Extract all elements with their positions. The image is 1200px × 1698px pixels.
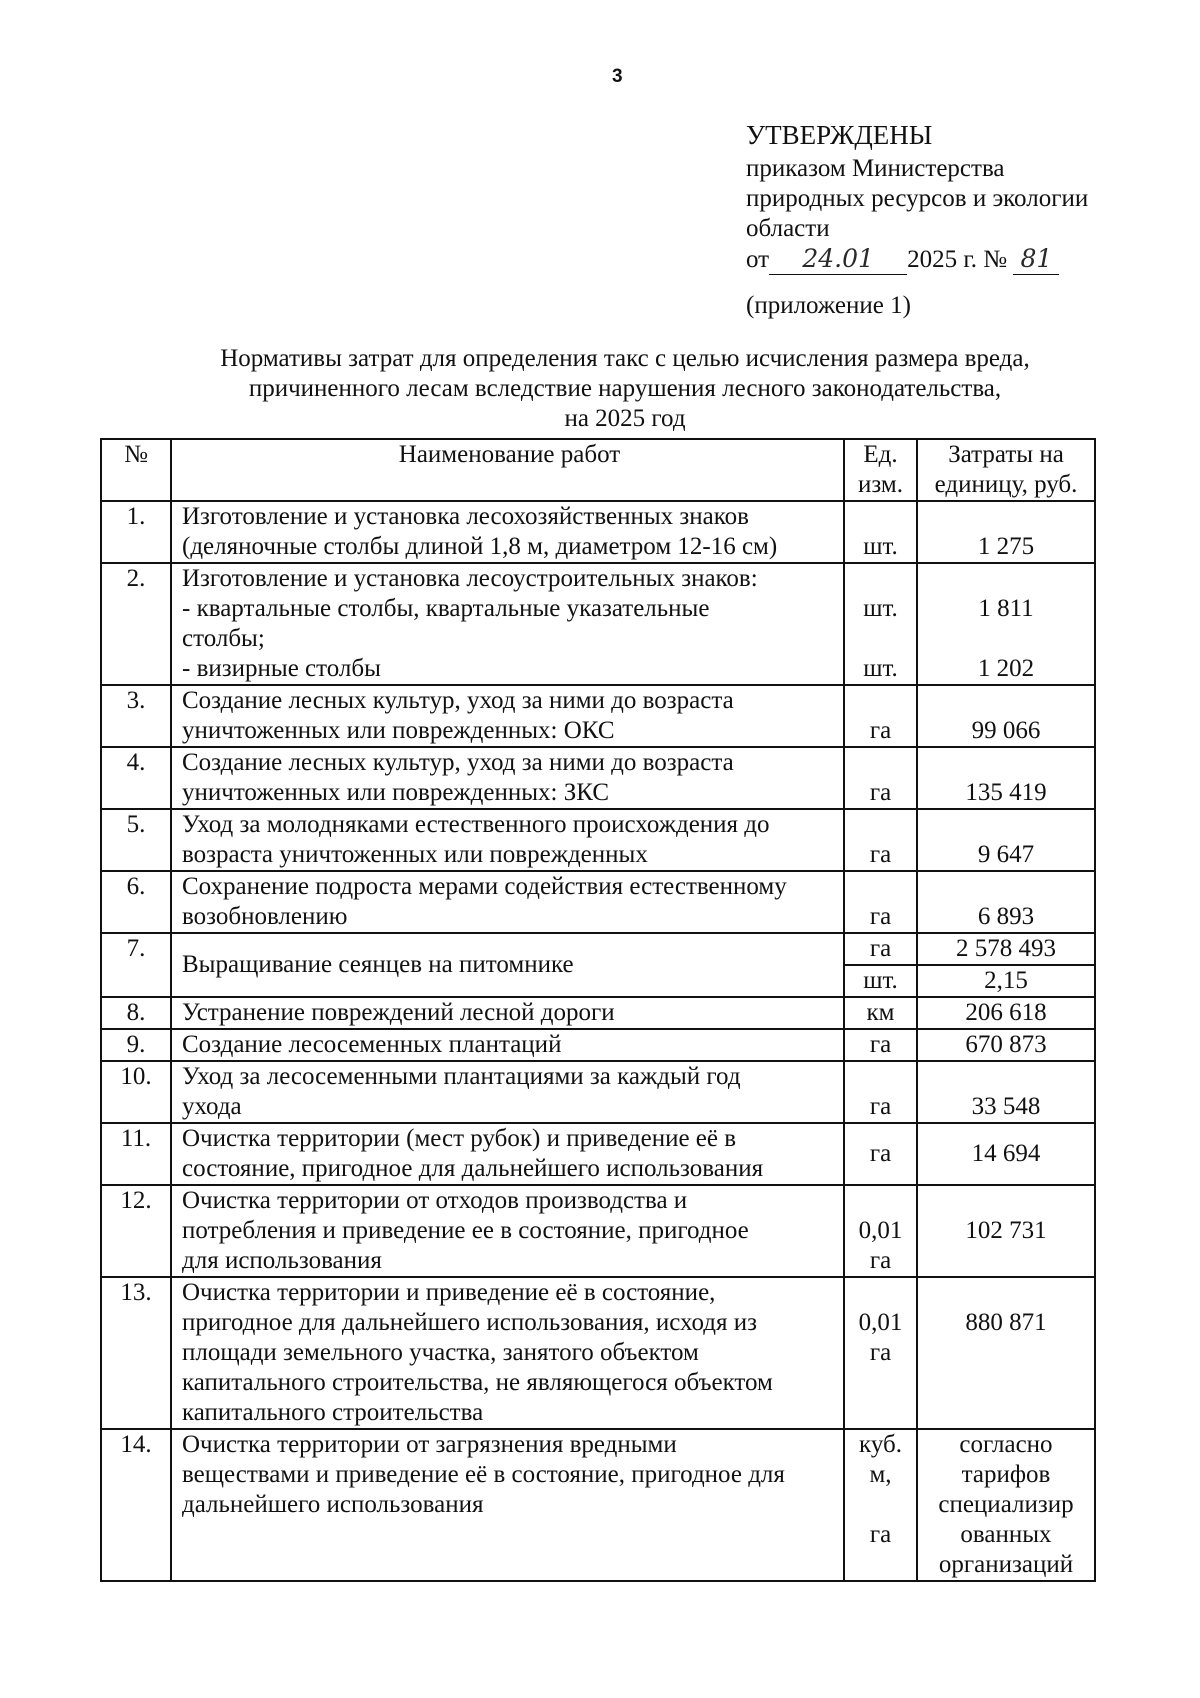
row-cost: 670 873 (917, 1029, 1095, 1061)
table-row (101, 1029, 1095, 1061)
row-cost: 9 647 (917, 809, 1095, 871)
row-unit (844, 1185, 917, 1277)
title-line: причиненного лесам вследствие нарушения лесного законодательства, (248, 375, 1002, 402)
row-unit: га (844, 809, 917, 871)
row-cost-line: 102 731 (965, 1217, 1047, 1244)
row-unit-line: га (869, 1521, 892, 1548)
row-cost-line: тарифов (961, 1461, 1051, 1488)
row-unit-line: га (869, 1247, 892, 1274)
header-unit (844, 439, 917, 501)
appendix-label: (приложение 1) (746, 292, 911, 319)
row-cost-line: ованных (960, 1521, 1052, 1548)
row-unit: га (844, 871, 917, 933)
row-unit: шт. (844, 965, 917, 997)
row-name (171, 1185, 844, 1277)
row-name-line: состояние, пригодное для дальнейшего использования (182, 1155, 764, 1182)
row-name (171, 1277, 844, 1429)
norms-table (100, 438, 1096, 1582)
row-name-line: для использования (182, 1247, 382, 1274)
row-name-line: Изготовление и установка лесохозяйственных знаков (182, 503, 749, 530)
row-name (171, 747, 844, 809)
row-num: 13. (101, 1277, 171, 1429)
table-row (101, 933, 1095, 965)
row-name-line: Уход за лесосеменными плантациями за каждый год (182, 1063, 741, 1090)
row-unit-line: га (869, 1339, 892, 1366)
row-name (171, 1061, 844, 1123)
row-name-line: - квартальные столбы, квартальные указательные (182, 595, 710, 622)
row-num: 5. (101, 809, 171, 871)
header-cost-line: Затраты на (948, 441, 1064, 468)
table-row (101, 747, 1095, 809)
row-name (171, 563, 844, 685)
row-unit (844, 1429, 917, 1581)
row-name-line: Создание лесных культур, уход за ними до возраста (182, 687, 734, 714)
row-name-line: Изготовление и установка лесоустроительных знаков: (182, 565, 758, 592)
table-row (101, 501, 1095, 563)
row-unit: га (844, 1123, 917, 1185)
row-cost: 14 694 (917, 1123, 1095, 1185)
row-num: 4. (101, 747, 171, 809)
row-name (171, 809, 844, 871)
header-cost-line: единицу, руб. (934, 471, 1078, 498)
row-cost: 206 618 (917, 997, 1095, 1029)
row-name-line: уничтоженных или поврежденных: ЗКС (182, 779, 610, 806)
header-cost (917, 439, 1095, 501)
row-unit: га (844, 1061, 917, 1123)
row-name-line: возраста уничтоженных или поврежденных (182, 841, 648, 868)
row-name-line: площади земельного участка, занятого объектом (182, 1339, 699, 1366)
header-num: № (101, 439, 171, 501)
row-name-line: Уход за молодняками естественного происхождения до (182, 811, 770, 838)
row-name-line: капитального строительства, не являющегося объектом (182, 1369, 773, 1396)
row-num: 14. (101, 1429, 171, 1581)
row-name (171, 871, 844, 933)
row-unit: га (844, 933, 917, 965)
row-name-line: уничтоженных или поврежденных: ОКС (182, 717, 615, 744)
row-unit-line: м, (869, 1461, 892, 1488)
row-num: 8. (101, 997, 171, 1029)
row-name-line: столбы; (182, 625, 265, 652)
table-row (101, 563, 1095, 685)
row-name-line: - визирные столбы (182, 655, 381, 682)
row-cost: 1 275 (917, 501, 1095, 563)
row-name: Создание лесосеменных плантаций (171, 1029, 844, 1061)
row-name-line: Очистка территории (мест рубок) и приведение её в (182, 1125, 737, 1152)
row-cost-line: 1 811 (978, 595, 1034, 622)
row-cost: 2 578 493 (917, 933, 1095, 965)
row-cost (917, 1185, 1095, 1277)
row-cost: 99 066 (917, 685, 1095, 747)
row-unit: шт. (844, 501, 917, 563)
row-num: 12. (101, 1185, 171, 1277)
row-num: 6. (101, 871, 171, 933)
row-name-line: Очистка территории и приведение её в состояние, (182, 1279, 716, 1306)
row-unit: км (844, 997, 917, 1029)
row-num: 2. (101, 563, 171, 685)
row-name-line: капитального строительства (182, 1399, 484, 1426)
row-cost: 33 548 (917, 1061, 1095, 1123)
row-cost-line: специализир (938, 1491, 1074, 1518)
row-num: 7. (101, 933, 171, 997)
approval-line: области (746, 215, 830, 242)
table-row (101, 685, 1095, 747)
row-unit (844, 563, 917, 685)
table-row (101, 1123, 1095, 1185)
row-cost-line: 1 202 (977, 655, 1035, 682)
table-row (101, 809, 1095, 871)
row-name-line: веществами и приведение её в состояние, пригодное для (182, 1461, 785, 1488)
header-unit-line: изм. (858, 471, 903, 498)
table-row (101, 1429, 1095, 1581)
header-name: Наименование работ (171, 439, 844, 501)
row-num: 9. (101, 1029, 171, 1061)
row-cost: 2,15 (917, 965, 1095, 997)
table-row (101, 997, 1095, 1029)
table-row (101, 1185, 1095, 1277)
row-name-line: Очистка территории от загрязнения вредными (182, 1431, 677, 1458)
row-name-line: потребления и приведение ее в состояние, пригодное (182, 1217, 749, 1244)
row-name-line: ухода (182, 1093, 242, 1120)
row-name: Устранение повреждений лесной дороги (171, 997, 844, 1029)
row-name: Выращивание сеянцев на питомнике (171, 933, 844, 997)
date-prefix: от (746, 246, 770, 273)
row-unit: га (844, 747, 917, 809)
row-unit-line: 0,01 (858, 1309, 903, 1336)
row-num: 3. (101, 685, 171, 747)
row-unit-line: 0,01 (858, 1217, 903, 1244)
row-cost-line: 880 871 (965, 1309, 1047, 1336)
row-unit: га (844, 1029, 917, 1061)
row-unit: га (844, 685, 917, 747)
approval-stamp (746, 118, 1166, 275)
row-name-line: (деляночные столбы длиной 1,8 м, диаметром 12-16 см) (182, 533, 778, 560)
row-cost (917, 1429, 1095, 1581)
row-num: 11. (101, 1123, 171, 1185)
row-unit (844, 1277, 917, 1429)
table-row (101, 871, 1095, 933)
page-number: 3 (612, 66, 623, 87)
row-cost (917, 1277, 1095, 1429)
table-row (101, 1277, 1095, 1429)
row-name (171, 1123, 844, 1185)
row-unit-line: шт. (863, 595, 898, 622)
header-unit-line: Ед. (863, 441, 898, 468)
document-title (120, 344, 1130, 434)
handwritten-date: 24.01 (769, 244, 907, 275)
row-name-line: возобновлению (182, 903, 348, 930)
row-cost-line: организаций (938, 1551, 1074, 1578)
table-row (101, 1061, 1095, 1123)
table-header-row (101, 439, 1095, 501)
row-cost: 6 893 (917, 871, 1095, 933)
row-name-line: Очистка территории от отходов производства и (182, 1187, 688, 1214)
row-name-line: Создание лесных культур, уход за ними до возраста (182, 749, 734, 776)
row-name-line: Сохранение подроста мерами содействия естественному (182, 873, 787, 900)
order-line (746, 244, 1166, 275)
row-name (171, 501, 844, 563)
order-year: 2025 г. № (907, 246, 1008, 273)
row-num: 1. (101, 501, 171, 563)
title-line: Нормативы затрат для определения такс с целью исчисления размера вреда, (220, 345, 1030, 372)
handwritten-order-number: 81 (1013, 244, 1059, 275)
row-num: 10. (101, 1061, 171, 1123)
row-unit-line: шт. (863, 655, 898, 682)
row-name (171, 1429, 844, 1581)
row-cost (917, 563, 1095, 685)
approval-line: приказом Министерства (746, 155, 1005, 182)
approval-line: природных ресурсов и экологии (746, 185, 1089, 212)
row-cost-line: согласно (959, 1431, 1053, 1458)
row-name (171, 685, 844, 747)
title-line: на 2025 год (564, 405, 686, 432)
row-name-line: дальнейшего использования (182, 1491, 484, 1518)
approval-title: УТВЕРЖДЕНЫ (746, 120, 933, 150)
row-name-line: пригодное для дальнейшего использования, исходя из (182, 1309, 758, 1336)
row-cost: 135 419 (917, 747, 1095, 809)
row-unit-line: куб. (859, 1431, 902, 1458)
